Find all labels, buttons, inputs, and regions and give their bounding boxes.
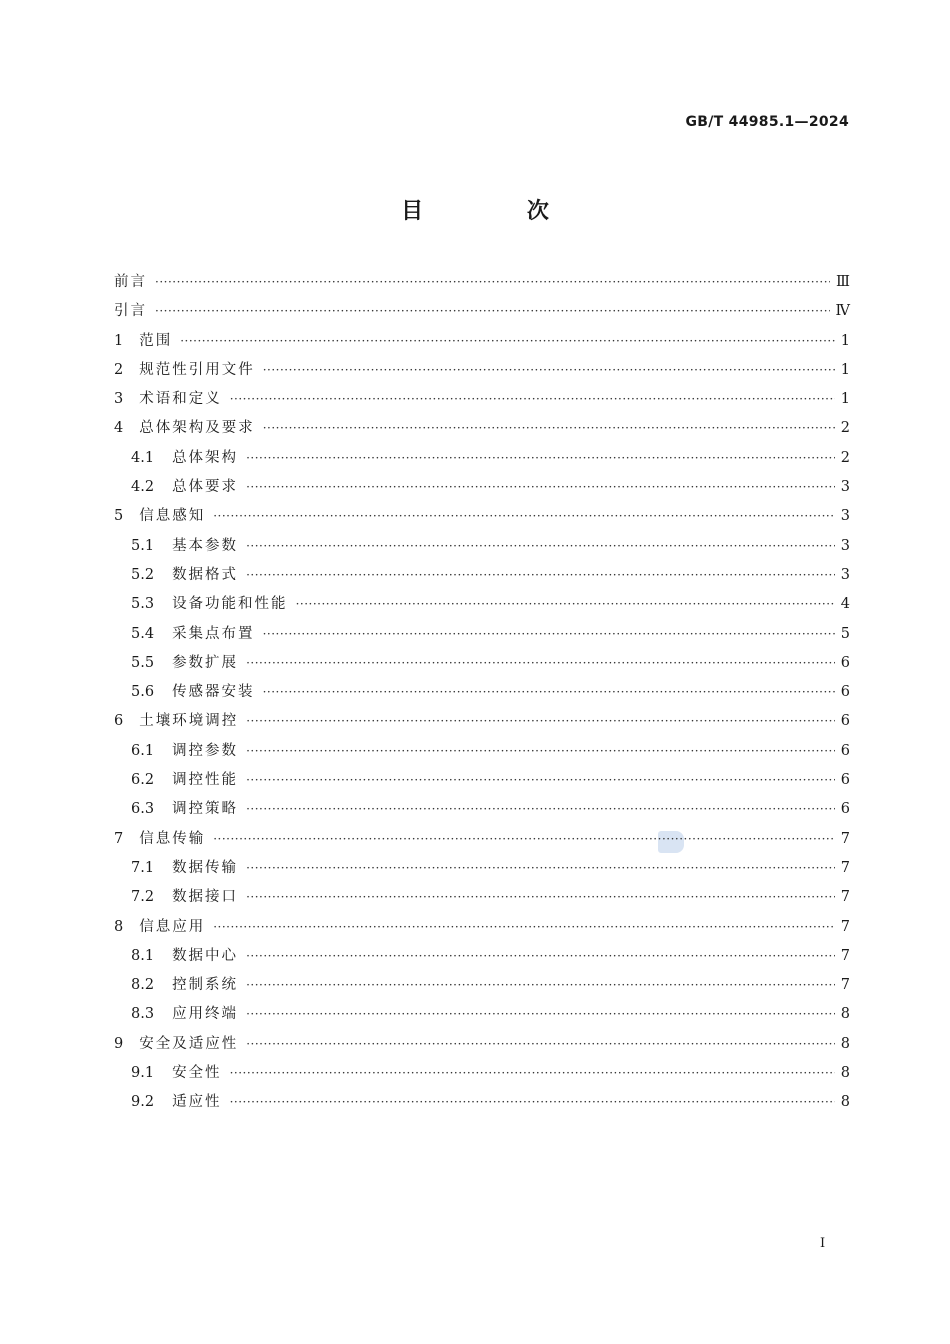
- dot-leader: [230, 1066, 835, 1080]
- toc-entry-label: 信息应用: [139, 918, 206, 935]
- toc-entry-label: 总体架构: [172, 449, 239, 466]
- toc-entry-number: 4: [114, 420, 124, 437]
- toc-entry-number: 6.1: [131, 742, 155, 759]
- toc-entry-page: 6: [840, 801, 850, 818]
- toc-entry-number: 8.1: [131, 947, 155, 964]
- toc-entry-label: 前言: [114, 274, 147, 290]
- toc-entry-page: Ⅳ: [835, 303, 850, 320]
- dot-leader: [246, 1007, 835, 1021]
- toc-entry-page: 1: [840, 361, 850, 378]
- toc-entry[interactable]: [114, 592, 850, 621]
- toc-entry-page: 3: [840, 566, 850, 583]
- dot-leader: [246, 744, 835, 758]
- toc-entry-number: 9: [114, 1035, 124, 1052]
- toc-entry-label: 安全及适应性: [139, 1035, 239, 1052]
- toc-entry-label: 调控性能: [172, 772, 239, 789]
- toc-entry-number: 4.1: [131, 449, 155, 466]
- toc-entry-label: 应用终端: [172, 1006, 239, 1023]
- toc-entry-page: 4: [840, 596, 850, 613]
- dot-leader: [246, 714, 835, 728]
- toc-entry-page: 7: [840, 947, 850, 964]
- toc-entry-page: 3: [840, 537, 850, 554]
- toc-title: 目 次: [401, 199, 597, 224]
- toc-entry-number: 5: [114, 508, 124, 525]
- dot-leader: [213, 509, 835, 523]
- dot-leader: [246, 861, 835, 875]
- dot-leader: [213, 832, 835, 846]
- dot-leader: [296, 597, 835, 611]
- toc-entry-number: 5.1: [131, 537, 155, 554]
- toc-entry-label: 数据中心: [172, 947, 239, 964]
- toc-entry-number: 7: [114, 830, 124, 847]
- toc-entry-label: 控制系统: [172, 977, 239, 994]
- toc-entry[interactable]: [114, 651, 850, 680]
- toc-entry-number: 1: [114, 332, 124, 349]
- toc-entry-label: 总体架构及要求: [139, 420, 255, 437]
- toc-entry[interactable]: [114, 885, 850, 914]
- toc-entry-label: 设备功能和性能: [172, 596, 288, 613]
- toc-entry-number: 5.5: [131, 654, 155, 671]
- toc-entry-label: 信息感知: [139, 508, 206, 525]
- toc-entry-page: 1: [840, 332, 850, 349]
- toc-entry[interactable]: [114, 416, 850, 445]
- toc-entry-page: Ⅲ: [836, 274, 850, 290]
- standard-number: GB/T 44985.1—2024: [685, 114, 849, 130]
- toc-entry-number: 5.2: [131, 566, 155, 583]
- toc-entry[interactable]: [114, 387, 850, 416]
- toc-entry-page: 6: [840, 654, 850, 671]
- dot-leader: [246, 568, 835, 582]
- toc-entry[interactable]: [114, 797, 850, 826]
- dot-leader: [230, 1095, 835, 1109]
- toc-entry-number: 5.6: [131, 684, 155, 701]
- toc-entry-page: 6: [840, 684, 850, 701]
- toc-entry-label: 调控参数: [172, 742, 239, 759]
- toc-entry[interactable]: [114, 622, 850, 651]
- toc-entry-page: 3: [840, 508, 850, 525]
- toc-entry-label: 采集点布置: [172, 625, 255, 642]
- toc-entry-number: 6: [114, 713, 124, 730]
- dot-leader: [213, 920, 835, 934]
- toc-entry-number: 9.1: [131, 1065, 155, 1082]
- toc-entry-label: 范围: [139, 332, 173, 349]
- toc-entry-number: 9.2: [131, 1094, 155, 1111]
- toc-entry-page: 5: [840, 625, 850, 642]
- toc-entry-page: 2: [840, 449, 850, 466]
- toc-entry[interactable]: [114, 446, 850, 475]
- toc-entry[interactable]: [114, 827, 850, 856]
- toc-entry[interactable]: [114, 709, 850, 738]
- toc-entry-label: 基本参数: [172, 537, 239, 554]
- dot-leader: [263, 685, 835, 699]
- dot-leader: [155, 275, 830, 289]
- dot-leader: [230, 392, 835, 406]
- page-folio: Ⅰ: [820, 1236, 826, 1251]
- toc-entry-page: 2: [840, 420, 850, 437]
- toc-entry[interactable]: [114, 475, 850, 504]
- toc-entry[interactable]: [114, 856, 850, 885]
- toc-entry[interactable]: [114, 1090, 850, 1119]
- dot-leader: [263, 421, 835, 435]
- dot-leader: [246, 656, 835, 670]
- toc-entry-label: 总体要求: [172, 479, 239, 496]
- toc-entry-number: 4.2: [131, 479, 155, 496]
- toc-entry[interactable]: [114, 973, 850, 1002]
- toc-entry[interactable]: [114, 329, 850, 358]
- toc-entry-page: 3: [840, 479, 850, 496]
- toc-entry-number: 7.2: [131, 889, 155, 906]
- dot-leader: [246, 451, 835, 465]
- dot-leader: [180, 334, 835, 348]
- toc-entry-number: 3: [114, 391, 124, 408]
- toc-entry-number: 5.4: [131, 625, 155, 642]
- toc-entry-number: 5.3: [131, 596, 155, 613]
- toc-entry-label: 引言: [114, 303, 147, 320]
- dot-leader: [155, 304, 830, 318]
- toc-entry[interactable]: [114, 299, 850, 328]
- toc-entry-page: 7: [840, 918, 850, 935]
- toc-entry-label: 安全性: [172, 1065, 222, 1082]
- toc-entry-page: 6: [840, 772, 850, 789]
- toc-entry-label: 数据传输: [172, 859, 239, 876]
- toc-entry-page: 8: [840, 1035, 850, 1052]
- toc-entry-page: 7: [840, 889, 850, 906]
- toc-entry[interactable]: [114, 739, 850, 768]
- dot-leader: [246, 978, 835, 992]
- toc-entry-number: 6.3: [131, 801, 155, 818]
- toc-entry[interactable]: [114, 1032, 850, 1061]
- toc-entry[interactable]: [114, 270, 850, 299]
- toc-entry[interactable]: [114, 680, 850, 709]
- dot-leader: [246, 1037, 835, 1051]
- toc-entry-number: 2: [114, 361, 124, 378]
- toc-entry[interactable]: [114, 768, 850, 797]
- dot-leader: [263, 627, 835, 641]
- toc-entry-label: 参数扩展: [172, 654, 239, 671]
- toc-entry-label: 信息传输: [139, 830, 206, 847]
- toc-entry-label: 数据格式: [172, 566, 239, 583]
- dot-leader: [246, 949, 835, 963]
- toc-entry[interactable]: [114, 1002, 850, 1031]
- dot-leader: [246, 890, 835, 904]
- toc-entry-number: 8.2: [131, 977, 155, 994]
- toc-entry[interactable]: [114, 915, 850, 944]
- toc-entry-page: 7: [840, 977, 850, 994]
- toc-entry[interactable]: [114, 563, 850, 592]
- dot-leader: [263, 363, 835, 377]
- toc-entry-page: 7: [840, 830, 850, 847]
- dot-leader: [246, 539, 835, 553]
- toc-entry-page: 8: [840, 1094, 850, 1111]
- toc-entry[interactable]: [114, 944, 850, 973]
- toc-entry-label: 适应性: [172, 1094, 222, 1111]
- toc-entry-label: 数据接口: [172, 889, 239, 906]
- toc-entry-page: 8: [840, 1065, 850, 1082]
- toc-entry[interactable]: [114, 358, 850, 387]
- toc-entry-label: 调控策略: [172, 801, 239, 818]
- toc-entry-number: 8.3: [131, 1006, 155, 1023]
- toc-entry-page: 7: [840, 859, 850, 876]
- toc-entry-number: 6.2: [131, 772, 155, 789]
- dot-leader: [246, 480, 835, 494]
- toc-entry-label: 土壤环境调控: [139, 713, 239, 730]
- toc-entry-label: 规范性引用文件: [139, 361, 255, 378]
- toc-entry[interactable]: [114, 504, 850, 533]
- dot-leader: [246, 773, 835, 787]
- toc-entry-label: 术语和定义: [139, 391, 222, 408]
- toc-entry-page: 8: [840, 1006, 850, 1023]
- toc-entry-page: 1: [840, 391, 850, 408]
- table-of-contents: [114, 270, 850, 1120]
- toc-entry[interactable]: [114, 534, 850, 563]
- toc-entry-number: 8: [114, 918, 124, 935]
- toc-entry-page: 6: [840, 713, 850, 730]
- toc-entry-number: 7.1: [131, 859, 155, 876]
- toc-entry-label: 传感器安装: [172, 684, 255, 701]
- toc-entry[interactable]: [114, 1061, 850, 1090]
- dot-leader: [246, 802, 835, 816]
- toc-entry-page: 6: [840, 742, 850, 759]
